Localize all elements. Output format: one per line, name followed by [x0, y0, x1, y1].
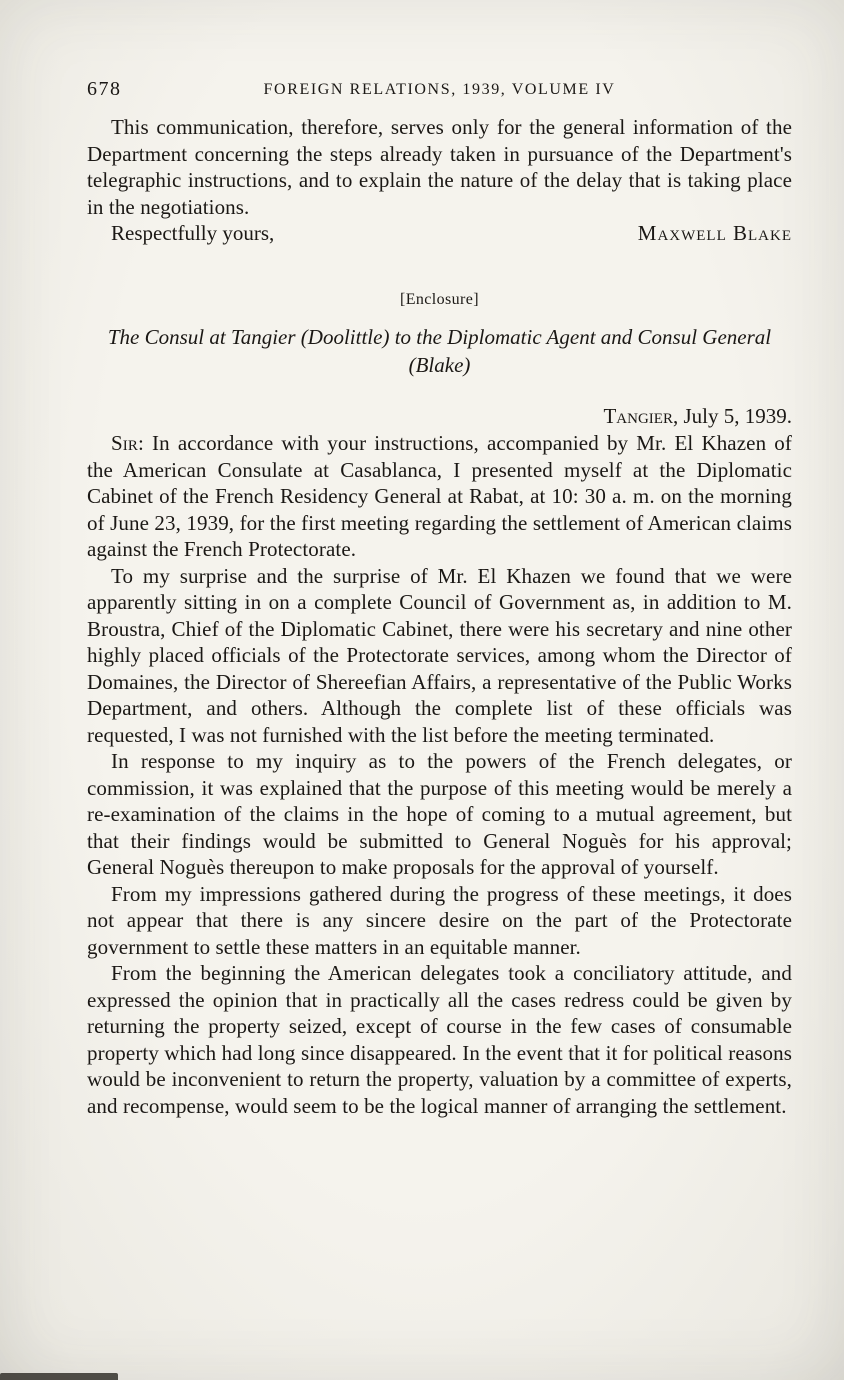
dateline-date: , July 5, 1939.: [672, 404, 792, 428]
page-header: [87, 77, 792, 103]
enclosure-paragraph-4: From my impressions gathered during the progress of these meetings, it does not appear that there is any sincere desire on the part of the Protectorate government to settle these matters in an equitable manner.: [87, 881, 792, 959]
salutation: Sir: [111, 431, 138, 455]
enclosure-paragraph-3: In response to my inquiry as to the powers of the French delegates, or commission, it was explained that the purpose of this meeting would be merely a re-examination of the claims in the hope of coming to a mutual agreement, but that their findings would be submitted to General Noguès for his approval; General Noguès thereupon to make proposals for the approval of yourself.: [87, 749, 792, 879]
letter-closing: Respectfully yours,: [111, 221, 275, 245]
enclosure-paragraph-1-text: In accordance with your instructions, accompanied by Mr. El Khazen of the American Consulate at Casablanca, I presented myself at the Diplomatic Cabinet of the French Residency General at Rabat, at 10: 30 a. m. on the morning of June 23, 1939, for the first meeting regarding the settlement of American claims against the French Protectorate.: [87, 431, 792, 561]
enclosure-heading: The Consul at Tangier (Doolittle) to the Diplomatic Agent and Consul General (Blake): [107, 325, 772, 377]
letter-closing-row: [87, 220, 792, 247]
dateline: [87, 403, 792, 430]
letter-body-paragraph: This communication, therefore, serves only for the general information of the Department concerning the steps already taken in pursuance of the Department's telegraphic instructions, and to explain the nature of the delay that is taking place in the negotiations.: [87, 115, 792, 219]
enclosure-paragraph-1: [87, 430, 792, 563]
enclosure-paragraph-2: To my surprise and the surprise of Mr. El Khazen we found that we were apparently sitting in on a complete Council of Government as, in addition to M. Broustra, Chief of the Diplomatic Cabinet, there were his secretary and nine other highly placed officials of the Protectorate services, among whom the Director of Domaines, the Director of Shereefian Affairs, a representative of the Public Works Department, and others. Although the complete list of these officials was requested, I was not furnished with the list before the meeting terminated.: [87, 563, 792, 747]
enclosure-paragraph-5: From the beginning the American delegates took a conciliatory attitude, and expressed the opinion that in practically all the cases redress could be given by returning the property seized, except of course in the few cases of consumable property which had long since disappeared. In the event that it for political reasons would be inconvenient to return the property, valuation by a committee of experts, and recompense, would seem to be the logical manner of arranging the settlement.: [87, 961, 792, 1118]
dateline-place: Tangier: [603, 404, 673, 428]
letter-signature: Maxwell Blake: [637, 221, 792, 245]
salutation-colon: :: [137, 431, 144, 455]
running-head-title: FOREIGN RELATIONS, 1939, VOLUME IV: [263, 81, 616, 98]
page-number: 678: [87, 78, 122, 100]
page-body: [87, 114, 792, 1119]
enclosure-label: [Enclosure]: [399, 291, 480, 308]
scan-artifact: [0, 1373, 118, 1380]
